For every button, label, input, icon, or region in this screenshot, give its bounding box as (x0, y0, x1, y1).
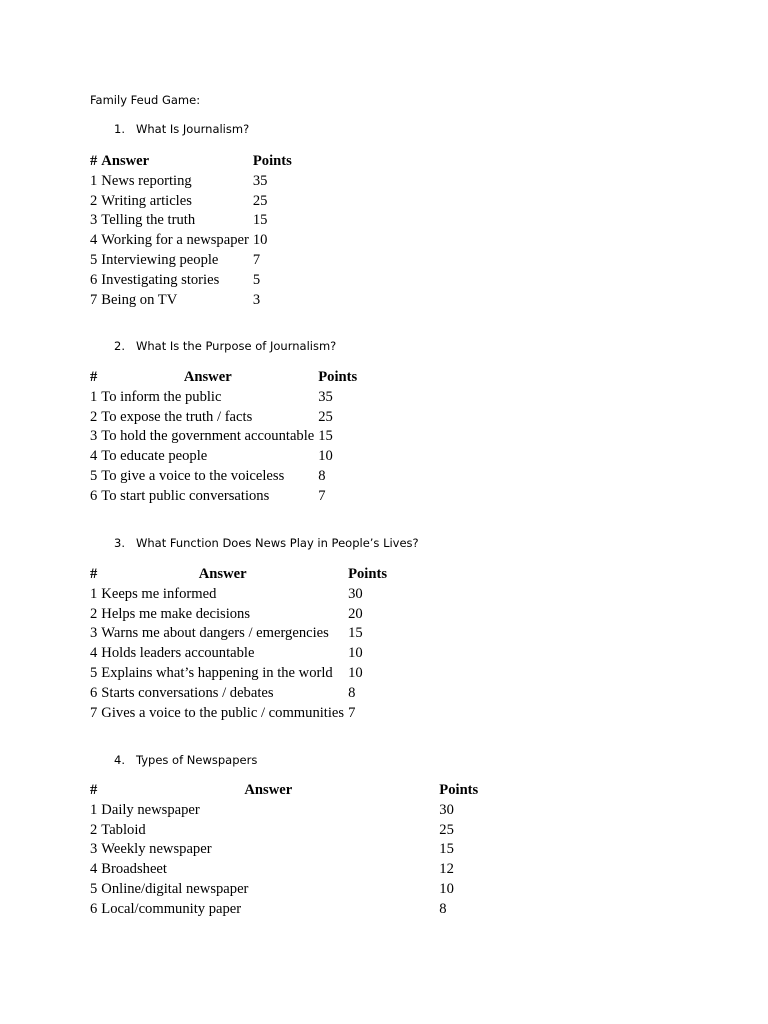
table-header-row (88, 781, 480, 801)
question-number: 2. (114, 339, 125, 353)
row-number: 3 (90, 841, 98, 858)
row-answer: Holds leaders accountable (101, 645, 255, 662)
row-number: 3 (90, 625, 98, 642)
table-row (88, 388, 359, 408)
row-answer: Working for a newspaper (101, 232, 249, 249)
table-row (88, 605, 389, 625)
row-number: 2 (90, 821, 98, 838)
num-header: # (90, 782, 98, 798)
answer-table-2 (88, 368, 359, 507)
row-number: 6 (90, 271, 98, 288)
table-row (88, 211, 294, 231)
row-number: 4 (90, 232, 98, 249)
row-number: 3 (90, 212, 98, 229)
row-number: 6 (90, 900, 98, 917)
answer-table-1 (88, 152, 294, 310)
row-answer: Helps me make decisions (101, 605, 251, 622)
row-number: 7 (90, 704, 98, 721)
row-number: 2 (90, 408, 98, 425)
row-answer: Explains what’s happening in the world (101, 664, 333, 681)
row-number: 4 (90, 861, 98, 878)
points-header: Points (439, 782, 479, 798)
row-number: 1 (90, 585, 98, 602)
num-header: # (90, 566, 98, 582)
row-points: 10 (348, 645, 363, 662)
row-points: 25 (318, 408, 333, 425)
answer-header: Answer (183, 369, 232, 385)
table-row (88, 585, 389, 605)
row-answer: To start public conversations (101, 487, 270, 504)
table-row (88, 860, 480, 880)
question-text: What Is Journalism? (136, 122, 250, 136)
row-points: 7 (348, 704, 356, 721)
row-answer: Interviewing people (101, 251, 219, 268)
row-points: 10 (439, 880, 454, 897)
row-number: 4 (90, 645, 98, 662)
row-points: 12 (439, 861, 454, 878)
table-row (88, 840, 480, 860)
table-row (88, 271, 294, 291)
row-number: 2 (90, 605, 98, 622)
row-points: 15 (252, 212, 268, 229)
row-number: 5 (90, 664, 98, 681)
table-header-row (88, 152, 294, 172)
table-row (88, 900, 480, 920)
table-row (88, 487, 359, 507)
row-answer: To inform the public (101, 388, 222, 405)
table-row (88, 801, 480, 821)
row-answer: To educate people (101, 448, 208, 465)
row-points: 25 (252, 192, 268, 209)
row-points: 7 (318, 487, 326, 504)
row-answer: Weekly newspaper (101, 841, 212, 858)
table-header-row (88, 565, 389, 585)
row-points: 30 (439, 801, 454, 818)
row-points: 30 (348, 585, 363, 602)
num-header: # (90, 369, 98, 385)
row-answer: News reporting (101, 172, 192, 189)
row-points: 10 (348, 664, 363, 681)
table-row (88, 427, 359, 447)
row-number: 5 (90, 467, 98, 484)
row-number: 1 (90, 388, 98, 405)
row-points: 7 (252, 251, 261, 268)
row-points: 8 (439, 900, 447, 917)
row-points: 15 (439, 841, 454, 858)
table-row (88, 192, 294, 212)
row-points: 5 (252, 271, 261, 288)
table-row (88, 251, 294, 271)
question-number: 4. (114, 753, 125, 767)
row-number: 2 (90, 192, 98, 209)
row-number: 4 (90, 448, 98, 465)
table-row (88, 447, 359, 467)
row-points: 25 (439, 821, 454, 838)
points-header: Points (348, 566, 387, 582)
table-row (88, 172, 294, 192)
table-row (88, 684, 389, 704)
answer-header: Answer (101, 153, 150, 169)
question-number: 1. (114, 122, 125, 136)
answer-table-4 (88, 781, 480, 920)
answer-header: Answer (244, 782, 293, 798)
table-row (88, 821, 480, 841)
table-row (88, 880, 480, 900)
row-points: 15 (348, 625, 363, 642)
row-answer: Starts conversations / debates (101, 684, 274, 701)
row-number: 6 (90, 487, 98, 504)
question-number: 3. (114, 536, 125, 550)
points-header: Points (318, 369, 358, 385)
question-text: What Function Does News Play in People’s Lives? (136, 536, 419, 550)
table-row (88, 704, 389, 724)
row-answer: Investigating stories (101, 271, 220, 288)
row-answer: To hold the government accountable (101, 428, 315, 445)
row-answer: Telling the truth (101, 212, 196, 229)
row-answer: Online/digital newspaper (101, 880, 249, 897)
table-row (88, 231, 294, 251)
row-answer: Warns me about dangers / emergencies (101, 625, 329, 642)
row-points: 35 (252, 172, 268, 189)
row-points: 20 (348, 605, 363, 622)
table-row (88, 467, 359, 487)
table-row (88, 291, 294, 311)
row-points: 8 (348, 684, 356, 701)
row-answer: Daily newspaper (101, 801, 200, 818)
row-points: 10 (318, 448, 333, 465)
table-row (88, 644, 389, 664)
row-answer: Being on TV (101, 291, 178, 308)
row-number: 3 (90, 428, 98, 445)
row-number: 1 (90, 172, 98, 189)
row-number: 5 (90, 251, 98, 268)
row-points: 10 (252, 232, 268, 249)
row-points: 15 (318, 428, 333, 445)
points-header: Points (252, 153, 292, 169)
row-answer: To expose the truth / facts (101, 408, 253, 425)
row-number: 5 (90, 880, 98, 897)
row-answer: Tabloid (101, 821, 146, 838)
answer-table-3 (88, 565, 389, 723)
row-number: 6 (90, 684, 98, 701)
page-title: Family Feud Game: (90, 93, 201, 107)
table-row (88, 624, 389, 644)
row-answer: Gives a voice to the public / communities (101, 704, 345, 721)
row-answer: Writing articles (101, 192, 192, 209)
row-answer: Local/community paper (101, 900, 242, 917)
answer-header: Answer (198, 566, 247, 582)
row-answer: Broadsheet (101, 861, 167, 878)
row-number: 1 (90, 801, 98, 818)
row-answer: Keeps me informed (101, 585, 217, 602)
row-points: 3 (252, 291, 261, 308)
row-points: 35 (318, 388, 333, 405)
table-row (88, 664, 389, 684)
row-number: 7 (90, 291, 98, 308)
row-points: 8 (318, 467, 326, 484)
row-answer: To give a voice to the voiceless (101, 467, 285, 484)
table-row (88, 408, 359, 428)
question-text: What Is the Purpose of Journalism? (136, 339, 337, 353)
table-header-row (88, 368, 359, 388)
num-header: # (90, 153, 98, 169)
question-text: Types of Newspapers (136, 753, 258, 767)
